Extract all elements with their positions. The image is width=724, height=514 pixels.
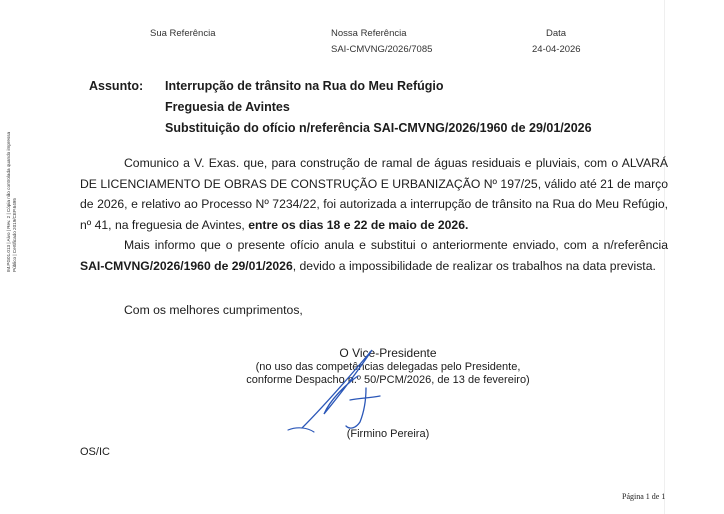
body-paragraph-2-text: Mais informo que o presente ofício anula e substitui o anteriormente enviado, com a n/referência bbox=[124, 238, 668, 252]
signatory-name: (Firmino Pereira) bbox=[346, 428, 430, 440]
date-label: Data bbox=[546, 28, 567, 39]
delegation-line-2: conforme Despacho n.º 50/PCM/2026, de 13 de fevereiro) bbox=[246, 374, 530, 386]
subject-line-3: Substituição do ofício n/referência SAI-CMVNG/2026/1960 de 29/01/2026 bbox=[165, 121, 592, 135]
signatory-title: O Vice-Presidente bbox=[339, 346, 437, 360]
date-value: 24-04-2026 bbox=[532, 44, 581, 55]
subject-label: Assunto: bbox=[89, 79, 144, 93]
delegation-line-1: (no uso das competências delegadas pelo Presidente, bbox=[255, 361, 521, 373]
side-note-line-1: IM.PG01.013 | Aivo | Rev. 2 | Cópia não controlada quando impressa bbox=[6, 131, 11, 272]
handwritten-signature bbox=[280, 330, 400, 440]
body-paragraph-2 bbox=[80, 235, 668, 276]
side-note-line-2: Público | Certificado 2019/CEP.6495 bbox=[12, 198, 17, 272]
body-paragraph-2-text-end: , devido a impossibilidade de realizar os trabalhos na data prevista. bbox=[292, 258, 656, 273]
our-reference-value: SAI-CMVNG/2026/7085 bbox=[331, 44, 433, 55]
body-paragraph-1-dates: entre os dias 18 e 22 de maio de 2026. bbox=[248, 217, 469, 232]
subject-line-1: Interrupção de trânsito na Rua do Meu Refúgio bbox=[165, 79, 444, 93]
side-note bbox=[6, 42, 18, 272]
body-paragraph-1-text: Comunico a V. Exas. que, para construção de ramal de águas residuais e pluviais, com o ALVARÁ DE LICENCIAMENTO DE OBRAS DE CONSTRUÇÃO E URBANIZAÇÃO Nº 197/25, válido até 21 de março de 2026, e relativo ao Processo Nº 7234/22, foi autorizada a interrupção de trânsito na Rua do Meu Refúgio, nº 41, na freguesia de Avintes, bbox=[80, 156, 668, 232]
our-reference-label: Nossa Referência bbox=[331, 28, 407, 39]
your-reference-label: Sua Referência bbox=[150, 28, 216, 39]
closing-salutation: Com os melhores cumprimentos, bbox=[124, 303, 303, 317]
body-paragraph-1 bbox=[80, 153, 668, 235]
subject-line-2: Freguesia de Avintes bbox=[165, 100, 290, 114]
author-initials: OS/IC bbox=[80, 446, 110, 458]
body-paragraph-2-reference: SAI-CMVNG/2026/1960 de 29/01/2026 bbox=[80, 258, 293, 273]
page-number: Página 1 de 1 bbox=[622, 492, 666, 501]
